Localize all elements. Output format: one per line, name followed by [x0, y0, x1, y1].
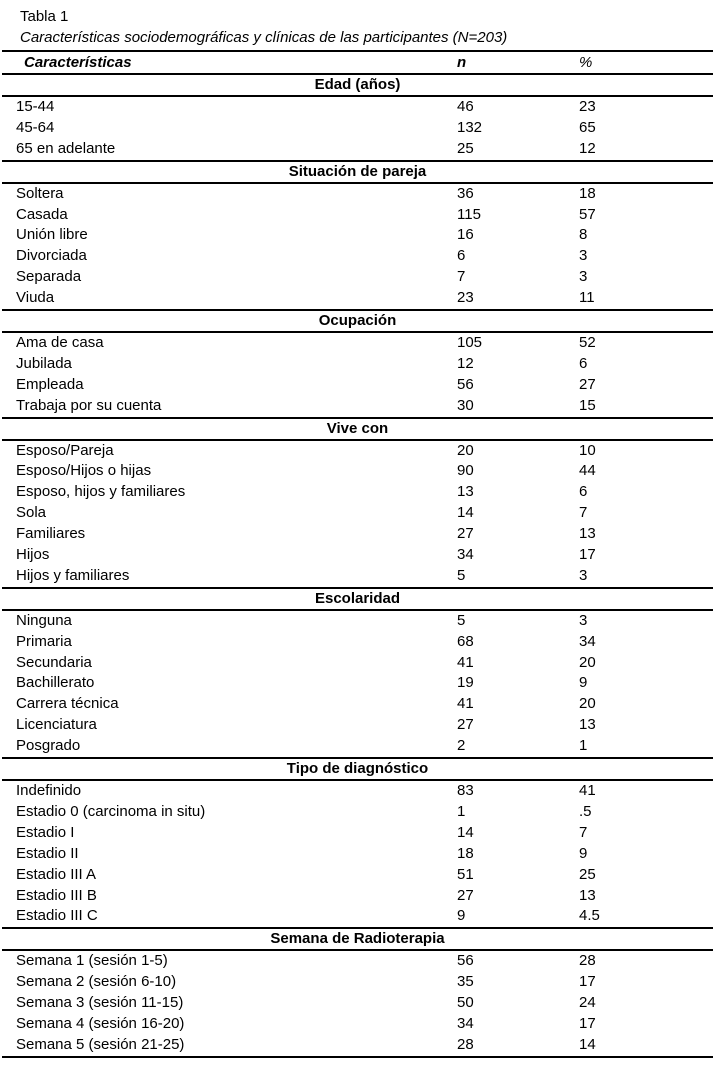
row-pct-value: 57: [579, 205, 596, 223]
row-label: Familiares: [16, 525, 86, 543]
row-n-value: 14: [457, 823, 474, 841]
table-row: [2, 865, 713, 886]
row-n-value: 83: [457, 782, 474, 800]
table-row: [2, 333, 713, 354]
row-n-value: 50: [457, 994, 474, 1012]
row-n-value: 41: [457, 653, 474, 671]
row-n-value: 18: [457, 844, 474, 862]
row-pct-value: 1: [579, 737, 588, 755]
row-label: Semana 2 (sesión 6-10): [16, 973, 177, 991]
row-n-value: 19: [457, 674, 474, 692]
table-row: [2, 906, 713, 927]
table-row: [2, 375, 713, 396]
table-row: [2, 482, 713, 503]
row-label: Esposo/Pareja: [16, 441, 114, 459]
table-row: [2, 886, 713, 907]
row-pct-value: 44: [579, 462, 596, 480]
row-n-value: 27: [457, 716, 474, 734]
table-row: [2, 246, 713, 267]
row-n-value: 27: [457, 525, 474, 543]
row-label: Esposo, hijos y familiares: [16, 483, 186, 501]
table-row: [2, 225, 713, 246]
row-label: Hijos: [16, 546, 50, 564]
section-header-row: Semana de Radioterapia: [2, 927, 713, 951]
row-pct-value: 14: [579, 1035, 596, 1053]
row-label: Estadio III C: [16, 907, 98, 925]
table-row: [2, 461, 713, 482]
row-label: 45-64: [16, 118, 55, 136]
row-label: Estadio I: [16, 823, 75, 841]
row-label: Semana 1 (sesión 1-5): [16, 952, 168, 970]
table-row: [2, 205, 713, 226]
row-pct-value: 6: [579, 483, 588, 501]
section-header-row: Vive con: [2, 417, 713, 441]
row-label: Ama de casa: [16, 334, 104, 352]
row-n-value: 9: [457, 907, 466, 925]
table-row: [2, 118, 713, 139]
row-pct-value: 34: [579, 632, 596, 650]
section-header-row: Ocupación: [2, 309, 713, 333]
row-label: Semana 3 (sesión 11-15): [16, 994, 184, 1012]
row-n-value: 105: [457, 334, 483, 352]
table-row: [2, 1014, 713, 1035]
col-header-caracteristicas: Características: [24, 54, 132, 71]
row-n-value: 14: [457, 504, 474, 522]
row-n-value: 41: [457, 695, 474, 713]
table-caption: Características sociodemográficas y clínicas de las participantes (N=203): [20, 29, 508, 46]
row-label: Separada: [16, 268, 82, 286]
table-row: [2, 632, 713, 653]
row-n-value: 34: [457, 1014, 474, 1032]
row-n-value: 132: [457, 118, 483, 136]
row-n-value: 1: [457, 802, 466, 820]
row-pct-value: 13: [579, 886, 596, 904]
row-n-value: 28: [457, 1035, 474, 1053]
row-n-value: 30: [457, 396, 474, 414]
table-row: [2, 715, 713, 736]
row-label: Semana 5 (sesión 21-25): [16, 1035, 185, 1053]
row-n-value: 7: [457, 268, 466, 286]
row-label: Estadio II: [16, 844, 79, 862]
row-label: Ninguna: [16, 611, 72, 629]
row-pct-value: 3: [579, 268, 588, 286]
row-label: Casada: [16, 205, 68, 223]
row-pct-value: 20: [579, 653, 596, 671]
table-row: [2, 139, 713, 160]
row-n-value: 68: [457, 632, 474, 650]
row-pct-value: 28: [579, 952, 596, 970]
row-pct-value: 10: [579, 441, 596, 459]
table-row: [2, 396, 713, 417]
row-label: Estadio III B: [16, 886, 97, 904]
row-n-value: 115: [457, 205, 481, 223]
row-label: Posgrado: [16, 737, 81, 755]
table-row: [2, 823, 713, 844]
table-body: [2, 73, 713, 1056]
row-pct-value: 20: [579, 695, 596, 713]
table-row: [2, 951, 713, 972]
row-pct-value: 4.5: [579, 907, 600, 925]
row-pct-value: 3: [579, 611, 588, 629]
table-row: [2, 673, 713, 694]
row-label: Viuda: [16, 289, 55, 307]
row-n-value: 12: [457, 354, 474, 372]
row-pct-value: 25: [579, 865, 596, 883]
row-label: Estadio 0 (carcinoma in situ): [16, 802, 206, 820]
table-row: [2, 993, 713, 1014]
table-row: [2, 97, 713, 118]
row-pct-value: 12: [579, 139, 596, 157]
row-label: 65 en adelante: [16, 139, 116, 157]
row-pct-value: 17: [579, 973, 596, 991]
row-n-value: 90: [457, 462, 474, 480]
row-label: Trabaja por su cuenta: [16, 396, 162, 414]
row-pct-value: 6: [579, 354, 588, 372]
row-n-value: 2: [457, 737, 466, 755]
row-pct-value: 13: [579, 716, 596, 734]
table-row: [2, 611, 713, 632]
section-header-row: Tipo de diagnóstico: [2, 757, 713, 781]
row-n-value: 20: [457, 441, 474, 459]
row-n-value: 56: [457, 952, 474, 970]
table-row: [2, 441, 713, 462]
row-label: Soltera: [16, 184, 64, 202]
row-n-value: 25: [457, 139, 474, 157]
row-pct-value: 7: [579, 823, 588, 841]
row-pct-value: 52: [579, 334, 596, 352]
row-n-value: 34: [457, 546, 474, 564]
row-pct-value: 17: [579, 546, 596, 564]
row-pct-value: 15: [579, 396, 596, 414]
row-label: Estadio III A: [16, 865, 97, 883]
col-header-pct: %: [579, 54, 593, 71]
table-row: [2, 653, 713, 674]
row-pct-value: 27: [579, 375, 596, 393]
row-n-value: 5: [457, 611, 466, 629]
row-label: Semana 4 (sesión 16-20): [16, 1014, 185, 1032]
table-row: [2, 184, 713, 205]
table-row: [2, 354, 713, 375]
row-label: Bachillerato: [16, 674, 95, 692]
row-n-value: 46: [457, 98, 474, 115]
row-pct-value: 3: [579, 247, 588, 265]
row-label: Jubilada: [16, 354, 72, 372]
row-label: Empleada: [16, 375, 84, 393]
row-pct-value: 7: [579, 504, 588, 522]
row-pct-value: 17: [579, 1014, 596, 1032]
section-header-row: Edad (años): [2, 73, 713, 97]
row-pct-value: 18: [579, 184, 596, 202]
row-pct-value: 41: [579, 782, 596, 800]
section-header-row: Escolaridad: [2, 587, 713, 611]
row-n-value: 56: [457, 375, 474, 393]
table-row: [2, 844, 713, 865]
row-pct-value: 23: [579, 98, 596, 115]
row-label: Hijos y familiares: [16, 566, 130, 584]
row-label: Sola: [16, 504, 47, 522]
row-n-value: 13: [457, 483, 474, 501]
row-n-value: 51: [457, 865, 474, 883]
table-row: [2, 972, 713, 993]
table-row: [2, 736, 713, 757]
table-row: [2, 267, 713, 288]
table-number-title: Tabla 1: [20, 8, 69, 25]
row-pct-value: 11: [579, 289, 595, 307]
table-row: [2, 566, 713, 587]
row-label: Indefinido: [16, 782, 82, 800]
row-n-value: 35: [457, 973, 474, 991]
row-n-value: 27: [457, 886, 474, 904]
row-label: Unión libre: [16, 226, 88, 244]
table-row: [2, 781, 713, 802]
column-header-row: [2, 52, 713, 73]
row-n-value: 5: [457, 566, 466, 584]
row-pct-value: 13: [579, 525, 596, 543]
table-row: [2, 524, 713, 545]
row-label: 15-44: [16, 98, 55, 115]
row-n-value: 23: [457, 289, 474, 307]
row-pct-value: 3: [579, 566, 588, 584]
row-label: Esposo/Hijos o hijas: [16, 462, 152, 480]
row-label: Licenciatura: [16, 716, 97, 734]
table-row: [2, 694, 713, 715]
row-pct-value: 9: [579, 844, 588, 862]
row-n-value: 16: [457, 226, 474, 244]
row-label: Divorciada: [16, 247, 87, 265]
document-page: [0, 8, 727, 1068]
row-pct-value: .5: [579, 802, 592, 820]
characteristics-table: [2, 50, 713, 1058]
row-pct-value: 24: [579, 994, 596, 1012]
table-row: [2, 288, 713, 309]
row-label: Primaria: [16, 632, 72, 650]
table-row: [2, 545, 713, 566]
table-row: [2, 1035, 713, 1056]
row-pct-value: 65: [579, 118, 596, 136]
row-n-value: 6: [457, 247, 466, 265]
row-pct-value: 8: [579, 226, 588, 244]
row-label: Carrera técnica: [16, 695, 119, 713]
table-row: [2, 802, 713, 823]
section-header-row: Situación de pareja: [2, 160, 713, 184]
row-label: Secundaria: [16, 653, 92, 671]
col-header-n: n: [457, 54, 467, 71]
row-n-value: 36: [457, 184, 474, 202]
row-pct-value: 9: [579, 674, 588, 692]
table-row: [2, 503, 713, 524]
